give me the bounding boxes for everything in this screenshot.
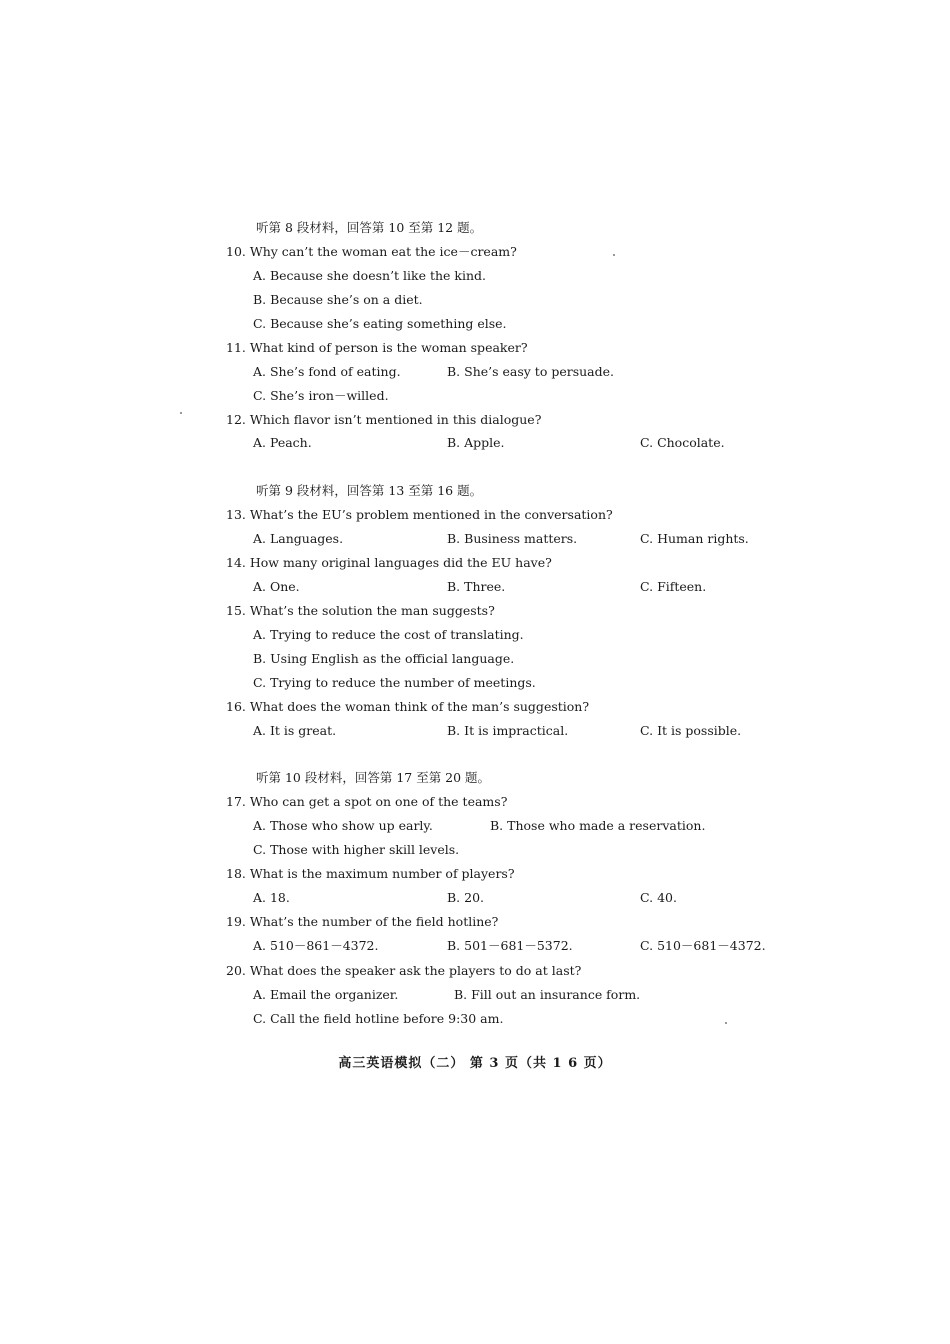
- option-b: B. It is impractical.: [447, 723, 569, 738]
- page-footer: 高三英语模拟（二） 第 3 页（共 1 6 页）: [338, 1056, 612, 1071]
- scan-speck: [180, 412, 182, 414]
- section-heading: 听第 9 段材料，回答第 13 至第 16 题。: [256, 483, 483, 498]
- section-heading: 听第 8 段材料，回答第 10 至第 12 题。: [256, 220, 483, 235]
- option-a: A. Peach.: [253, 435, 312, 450]
- option-c: C. 40.: [640, 890, 677, 905]
- option-a: A. Trying to reduce the cost of translating.: [253, 627, 524, 642]
- option-a: A. It is great.: [253, 723, 337, 738]
- question-stem: 18. What is the maximum number of players?: [226, 866, 515, 881]
- option-b: B. Business matters.: [447, 531, 578, 546]
- option-a: A. Those who show up early.: [253, 818, 433, 833]
- option-b: B. Three.: [447, 579, 506, 594]
- question-stem: 16. What does the woman think of the man’s suggestion?: [226, 699, 590, 714]
- option-a: A. 510－861－4372.: [253, 938, 379, 953]
- scan-speck: [725, 1022, 727, 1024]
- question-stem: 13. What’s the EU’s problem mentioned in the conversation?: [226, 507, 613, 522]
- option-a: A. She’s fond of eating.: [253, 364, 401, 379]
- option-c: C. Because she’s eating something else.: [253, 316, 507, 331]
- option-b: B. Those who made a reservation.: [490, 818, 706, 833]
- question-stem: 20. What does the speaker ask the players to do at last?: [226, 963, 582, 978]
- option-c: C. Fifteen.: [640, 579, 707, 594]
- question-stem: 10. Why can’t the woman eat the ice－cream?: [226, 244, 517, 259]
- scan-speck: [613, 254, 615, 256]
- option-c: C. Chocolate.: [640, 435, 725, 450]
- question-stem: 11. What kind of person is the woman speaker?: [226, 340, 528, 355]
- option-c: C. Call the field hotline before 9:30 am.: [253, 1011, 504, 1026]
- option-a: A. Languages.: [253, 531, 344, 546]
- option-b: B. She’s easy to persuade.: [447, 364, 614, 379]
- question-stem: 19. What’s the number of the field hotline?: [226, 914, 499, 929]
- option-b: B. 501－681－5372.: [447, 938, 573, 953]
- question-stem: 12. Which flavor isn’t mentioned in this dialogue?: [226, 412, 542, 427]
- option-b: B. 20.: [447, 890, 485, 905]
- option-b: B. Using English as the official language.: [253, 651, 515, 666]
- option-c: C. She’s iron－willed.: [253, 388, 389, 403]
- question-stem: 17. Who can get a spot on one of the teams?: [226, 794, 508, 809]
- option-a: A. 18.: [253, 890, 290, 905]
- section-heading: 听第 10 段材料，回答第 17 至第 20 题。: [256, 770, 491, 785]
- question-stem: 15. What’s the solution the man suggests?: [226, 603, 495, 618]
- option-b: B. Because she’s on a diet.: [253, 292, 423, 307]
- option-a: A. Because she doesn’t like the kind.: [253, 268, 487, 283]
- option-c: C. Trying to reduce the number of meetings.: [253, 675, 536, 690]
- question-stem: 14. How many original languages did the EU have?: [226, 555, 552, 570]
- option-c: C. Those with higher skill levels.: [253, 842, 460, 857]
- option-c: C. Human rights.: [640, 531, 749, 546]
- option-c: C. 510－681－4372.: [640, 938, 766, 953]
- option-a: A. One.: [253, 579, 300, 594]
- option-b: B. Apple.: [447, 435, 505, 450]
- option-a: A. Email the organizer.: [253, 987, 399, 1002]
- option-c: C. It is possible.: [640, 723, 742, 738]
- option-b: B. Fill out an insurance form.: [454, 987, 641, 1002]
